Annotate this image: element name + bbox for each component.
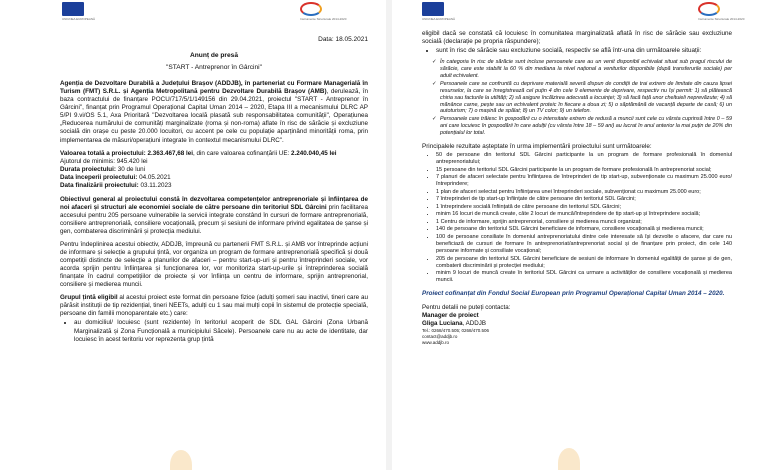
list-item: ✓ În categoria în risc de sărăcie sunt incluse persoanele care au un venit disponibil echivalat situat sub pragul riscului de sărăcie, care este stabilit la 60 % din mediana la nivel național a veniturilor disponibile (după transferurile sociale) per adult echivalent.: [440, 59, 732, 80]
list-item: ✓ Persoanele care se confruntă cu deprivare materială severă dispun de condiții de trai extrem de limitate din cauza lipsei resurselor, la care se înregistrează cel puțin 4 din cele 9 elemente de deprivare, respectiv nu își permit: 1) să plătească chiria sau facturile la utilități; 2) să asigure încălzirea adecvată a locuinței; 3) să facă față unor cheltuieli neprevăzute; 4) să mănânce carne, pește sau un echivalent proteic în fiecare a doua zi; 5) o săptămână de vacanță departe de casă; 6) un autoturism; 7) o mașină de spălat; 8) un TV color; 9) un telefon.: [440, 81, 732, 116]
project-facts: [60, 150, 368, 190]
target-group-list: [74, 319, 368, 343]
list-item: • 7 întreprinderi de tip start-up înființate de către persoane din teritoriul SDL Gârcini;: [436, 196, 732, 203]
website-link[interactable]: www.addjb.ro: [422, 339, 450, 345]
continued-text: eligibil dacă se constată că locuiesc în comunitatea marginalizată aflată în risc de sărăcie sau excluziune socială (declarație pe propria răspundere);: [422, 30, 732, 46]
list-item: • 1 întreprindere socială înființată de către persoane din teritoriul SDL Gârcini;: [436, 204, 732, 211]
list-item: • 205 de persoane din teritoriul SDL Gârcini beneficiare de sesiuni de informare în domeniul egalității de șanse și de gen, combaterii discriminării și protecției mediului;: [436, 256, 732, 270]
total-value: Valoarea totală a proiectului: 2.363.467,68 lei, din care valoarea cofinanțării UE: 2.240.040,45 lei: [60, 149, 337, 157]
eu-logo: UNIUNEA EUROPEANĂ: [422, 2, 455, 22]
contact-block: [422, 304, 732, 345]
eu-flag-icon: [422, 2, 444, 16]
instrumente-structurale-logo: Instrumente Structurale 2014-2020: [300, 2, 346, 22]
page-divider: [386, 0, 392, 470]
list-item: • 50 de persoane din teritoriul SDL Gârcini participante la un program de formare profesională în domeniul antreprenoriatului;: [436, 152, 732, 166]
contact-intro: Pentru detalii ne puteți contacta:: [422, 304, 511, 312]
press-release-body-right: [422, 30, 732, 345]
results-list: [436, 152, 732, 284]
list-item: • 140 de persoane din teritoriul SDL Gârcini beneficiare de informare, consiliere vocațională și medierea muncii;: [436, 226, 732, 233]
document-page-right: [398, 0, 780, 470]
list-item: • 15 persoane din teritoriul SDL Gârcini participante la un program de formare profesională în antreprenoriat social;: [436, 167, 732, 174]
watermark-icon: [558, 448, 580, 470]
eligibility-list: [436, 47, 732, 55]
press-release-body-left: [60, 36, 368, 348]
release-date: Data: 18.05.2021: [318, 36, 368, 43]
document-page-left: [0, 0, 380, 470]
duration: Durata proiectului: 30 de luni: [60, 165, 146, 173]
intro-paragraph: Agenția de Dezvoltare Durabilă a Județului Brașov (ADDJB), în parteneriat cu Formare Managerială în Turism (FMT) S.R.L. și Agenția Metropolitană pentru Dezvoltare Durabilă Brașov (AMB), derulează, în baza contractului de finanțare POCU/717/5/1/149156 din 29.04.2021, proiectul "START - Antreprenor în Gârcini", finanțat prin Programul Operațional Capital Uman 2014 – 2020, Etapa III a mecanismului DLRC AP 5/PI 9.vi/OS 5.1, Axa Prioritară "Dezvoltarea locală plasată sub responsabilitatea comunității", Operațiunea „Reducerea numărului de comunități marginalizate (roma și non-roma) aflate în risc de sărăcie și excluziune socială din orașe cu peste 20.000 locuitori, cu accent pe cele cu populație aparținând minorității roma, prin implementarea de măsuri/operațiuni integrate în contextul mecanismului DLRC".: [60, 80, 368, 144]
list-item: • minim 16 locuri de muncă create, câte 2 locuri de muncă/întreprindere de tip start-up și întreprindere socială;: [436, 211, 732, 218]
phone: Tel.: 0268/470.505; 0268/470.506: [422, 328, 490, 334]
end-date: Data finalizării proiectului: 03.11.2023: [60, 181, 172, 189]
poverty-criteria-list: [440, 59, 732, 137]
objective-paragraph: Obiectivul general al proiectului constă în dezvoltarea competențelor antreprenoriale și înființarea de noi afaceri și structuri ale economiei sociale de către persoane din teritoriul SDL Gârcini prin facilitarea accesului pentru 205 persoane vulnerabile la servicii integrate constând în cursuri de formare antreprenorială, consiliere antreprenorială, consiliere vocațională, precum și sesiuni de informare privind egalitatea de șanse și gen, combaterea discriminării și protecția mediului.: [60, 195, 368, 235]
manager-title: Manager de proiect: [422, 312, 479, 320]
list-item: ✓ Persoanele care trăiesc în gospodării cu o intensitate extrem de redusă a muncii sunt cele cu vârsta cuprinsă între 0 – 59 ani care locuiesc în gospodării în care adulții (cu vârsta între 18 – 59 ani) au lucrat în anul anterior la mai puțin de 20% din potențialul lor total.: [440, 116, 732, 137]
list-item: • 7 planuri de afaceri selectate pentru înființarea de întreprinderi de tip start-up, subvenționate cu maximum 25.000 euro/întreprindere;: [436, 174, 732, 188]
manager-name: Gliga Luciana, ADDJB: [422, 320, 486, 328]
list-item: • 100 de persoane consiliate în domeniul antreprenoriatului dintre cele interesate să își dezvolte o afacere, dar care nu beneficiază de cursuri de formare în antreprenoriat/antreprenoriat social și de finanțare prin proiect, din cele 140 persoane informate și consiliate vocațional;: [436, 234, 732, 255]
target-group-paragraph: Grupul țintă eligibil al acestui proiect este format din persoane fizice (adulți șomeri sau inactivi, tineri care au părăsit instituții de tip rezidențial, tineri NEETs, adulți cu 1 sau mai mulți copii în sistemul de protecție specială, persoane din familii monoparentale etc.) care:: [60, 294, 368, 318]
cofinancing-statement: Proiect cofinanțat din Fondul Social European prin Programul Operațional Capital Uman 2014 – 2020.: [422, 290, 725, 298]
actions-paragraph: Pentru îndeplinirea acestui obiectiv, ADDJB, împreună cu partenerii FMT S.R.L. și AMB vor întreprinde acțiuni de informare și selecție a grupului țintă, vor organiza un program de formare antreprenorială specifică și două competiții distincte de selecție a planurilor de afaceri – pentru start-up-uri și pentru întreprinderi sociale, vor acorda sprijin pentru înființarea și funcționarea lor, vor monitoriza start-up-urile și întreprinderea socială finanțate în cadrul competițiilor de proiecte și vor înființa un centru de informare, sprijin antreprenorial, consiliere și medierea muncii.: [60, 241, 368, 289]
swirl-icon: [698, 2, 720, 16]
list-item: • sunt în risc de sărăcie sau excluziune socială, respectiv se află într-una din următoarele situații:: [436, 47, 732, 55]
eu-logo: UNIUNEA EUROPEANĂ: [62, 2, 95, 22]
project-name: "START - Antreprenor în Gârcini": [166, 63, 262, 71]
email-link[interactable]: contact@addjb.ro: [422, 333, 458, 339]
list-item: • 1 Centru de informare, sprijin antreprenorial, consiliere și medierea muncii organizat;: [436, 219, 732, 226]
swirl-icon: [300, 2, 322, 16]
list-item: • minim 9 locuri de muncă create în teritoriul SDL Gârcini ca urmare a activităților de consiliere vocațională și medierea muncii.: [436, 270, 732, 284]
minimis-aid: Ajutorul de minimis: 945.420 lei: [60, 157, 148, 165]
results-heading: Principalele rezultate așteptate în urma implementării proiectului sunt următoarele:: [422, 143, 652, 151]
start-date: Data începerii proiectului: 04.05.2021: [60, 173, 171, 181]
watermark-icon: [170, 450, 192, 470]
eu-flag-icon: [62, 2, 84, 16]
list-item: • 1 plan de afaceri selectat pentru înființarea unei întreprinderi sociale, subvenționat cu maximum 25.000 euro;: [436, 189, 732, 196]
instrumente-structurale-logo: Instrumente Structurale 2014-2020: [698, 2, 744, 22]
page-title: Anunț de presă: [190, 52, 238, 60]
list-item: • au domiciliul/ locuiesc (sunt rezidente) în teritoriul acoperit de SDL GAL Gârcini (Zona Urbană Marginalizată și Zona Funcțională a municipiului Săcele). Persoanele care nu au acte de identitate, dar locuiesc în acest teritoriu vor reprezenta grup țintă: [74, 319, 368, 343]
